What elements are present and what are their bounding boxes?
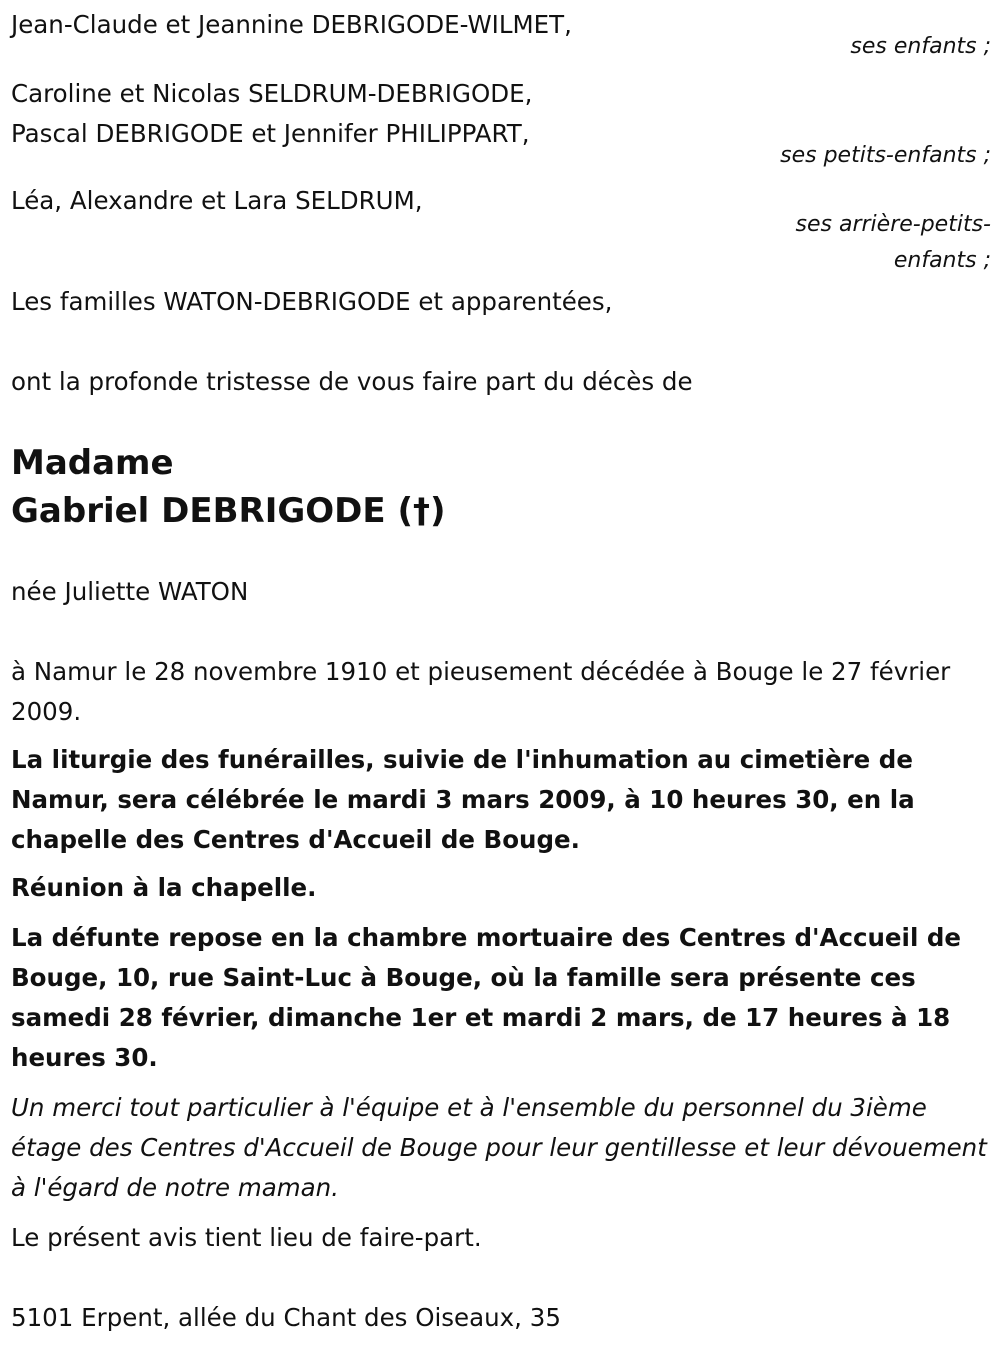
viewing-text: La défunte repose en la chambre mortuaire des Centres d'Accueil de Bouge, 10, rue Saint-Luc à Bouge, où la famille sera présente ces samedi 28 février, dimanche 1er et mardi 2 mars, de 17 heures à 18 heures 30.	[11, 923, 962, 1072]
announcement-intro: ont la profonde tristesse de vous faire part du décès de	[11, 367, 693, 396]
address: 5101 Erpent, allée du Chant des Oiseaux, 35	[11, 1303, 561, 1332]
related-families: Les familles WATON-DEBRIGODE et apparentées,	[11, 287, 613, 316]
grandchildren-line-1: Caroline et Nicolas SELDRUM-DEBRIGODE,	[11, 79, 533, 108]
children-label: ses enfants ;	[850, 34, 991, 59]
grandchildren-line-2: Pascal DEBRIGODE et Jennifer PHILIPPART,	[11, 119, 530, 148]
deceased-name: Gabriel DEBRIGODE (†)	[11, 491, 446, 531]
children-names: Jean-Claude et Jeannine DEBRIGODE-WILMET,	[11, 10, 572, 39]
meeting-text: Réunion à la chapelle.	[11, 873, 317, 902]
deceased-name-block	[11, 436, 991, 538]
birth-death-text: à Namur le 28 novembre 1910 et pieusement décédée à Bouge le 27 février 2009.	[11, 657, 951, 726]
great-grandchildren: Léa, Alexandre et Lara SELDRUM,	[11, 186, 423, 215]
grandchildren-label: ses petits-enfants ;	[780, 143, 991, 168]
great-grandchildren-label-1: ses arrière-petits-	[795, 212, 991, 237]
deceased-title: Madame	[11, 443, 174, 483]
maiden-name: née Juliette WATON	[11, 577, 249, 606]
great-grandchildren-label-2: enfants ;	[893, 248, 991, 273]
thanks-text: Un merci tout particulier à l'équipe et à l'ensemble du personnel du 3ième étage des Centres d'Accueil de Bouge pour leur gentillesse et leur dévouement à l'égard de notre maman.	[11, 1093, 987, 1202]
obituary-notice	[11, 5, 991, 1338]
funeral-text: La liturgie des funérailles, suivie de l'inhumation au cimetière de Namur, sera célébrée le mardi 3 mars 2009, à 10 heures 30, en la chapelle des Centres d'Accueil de Bouge.	[11, 745, 915, 854]
notice-text: Le présent avis tient lieu de faire-part.	[11, 1223, 482, 1252]
